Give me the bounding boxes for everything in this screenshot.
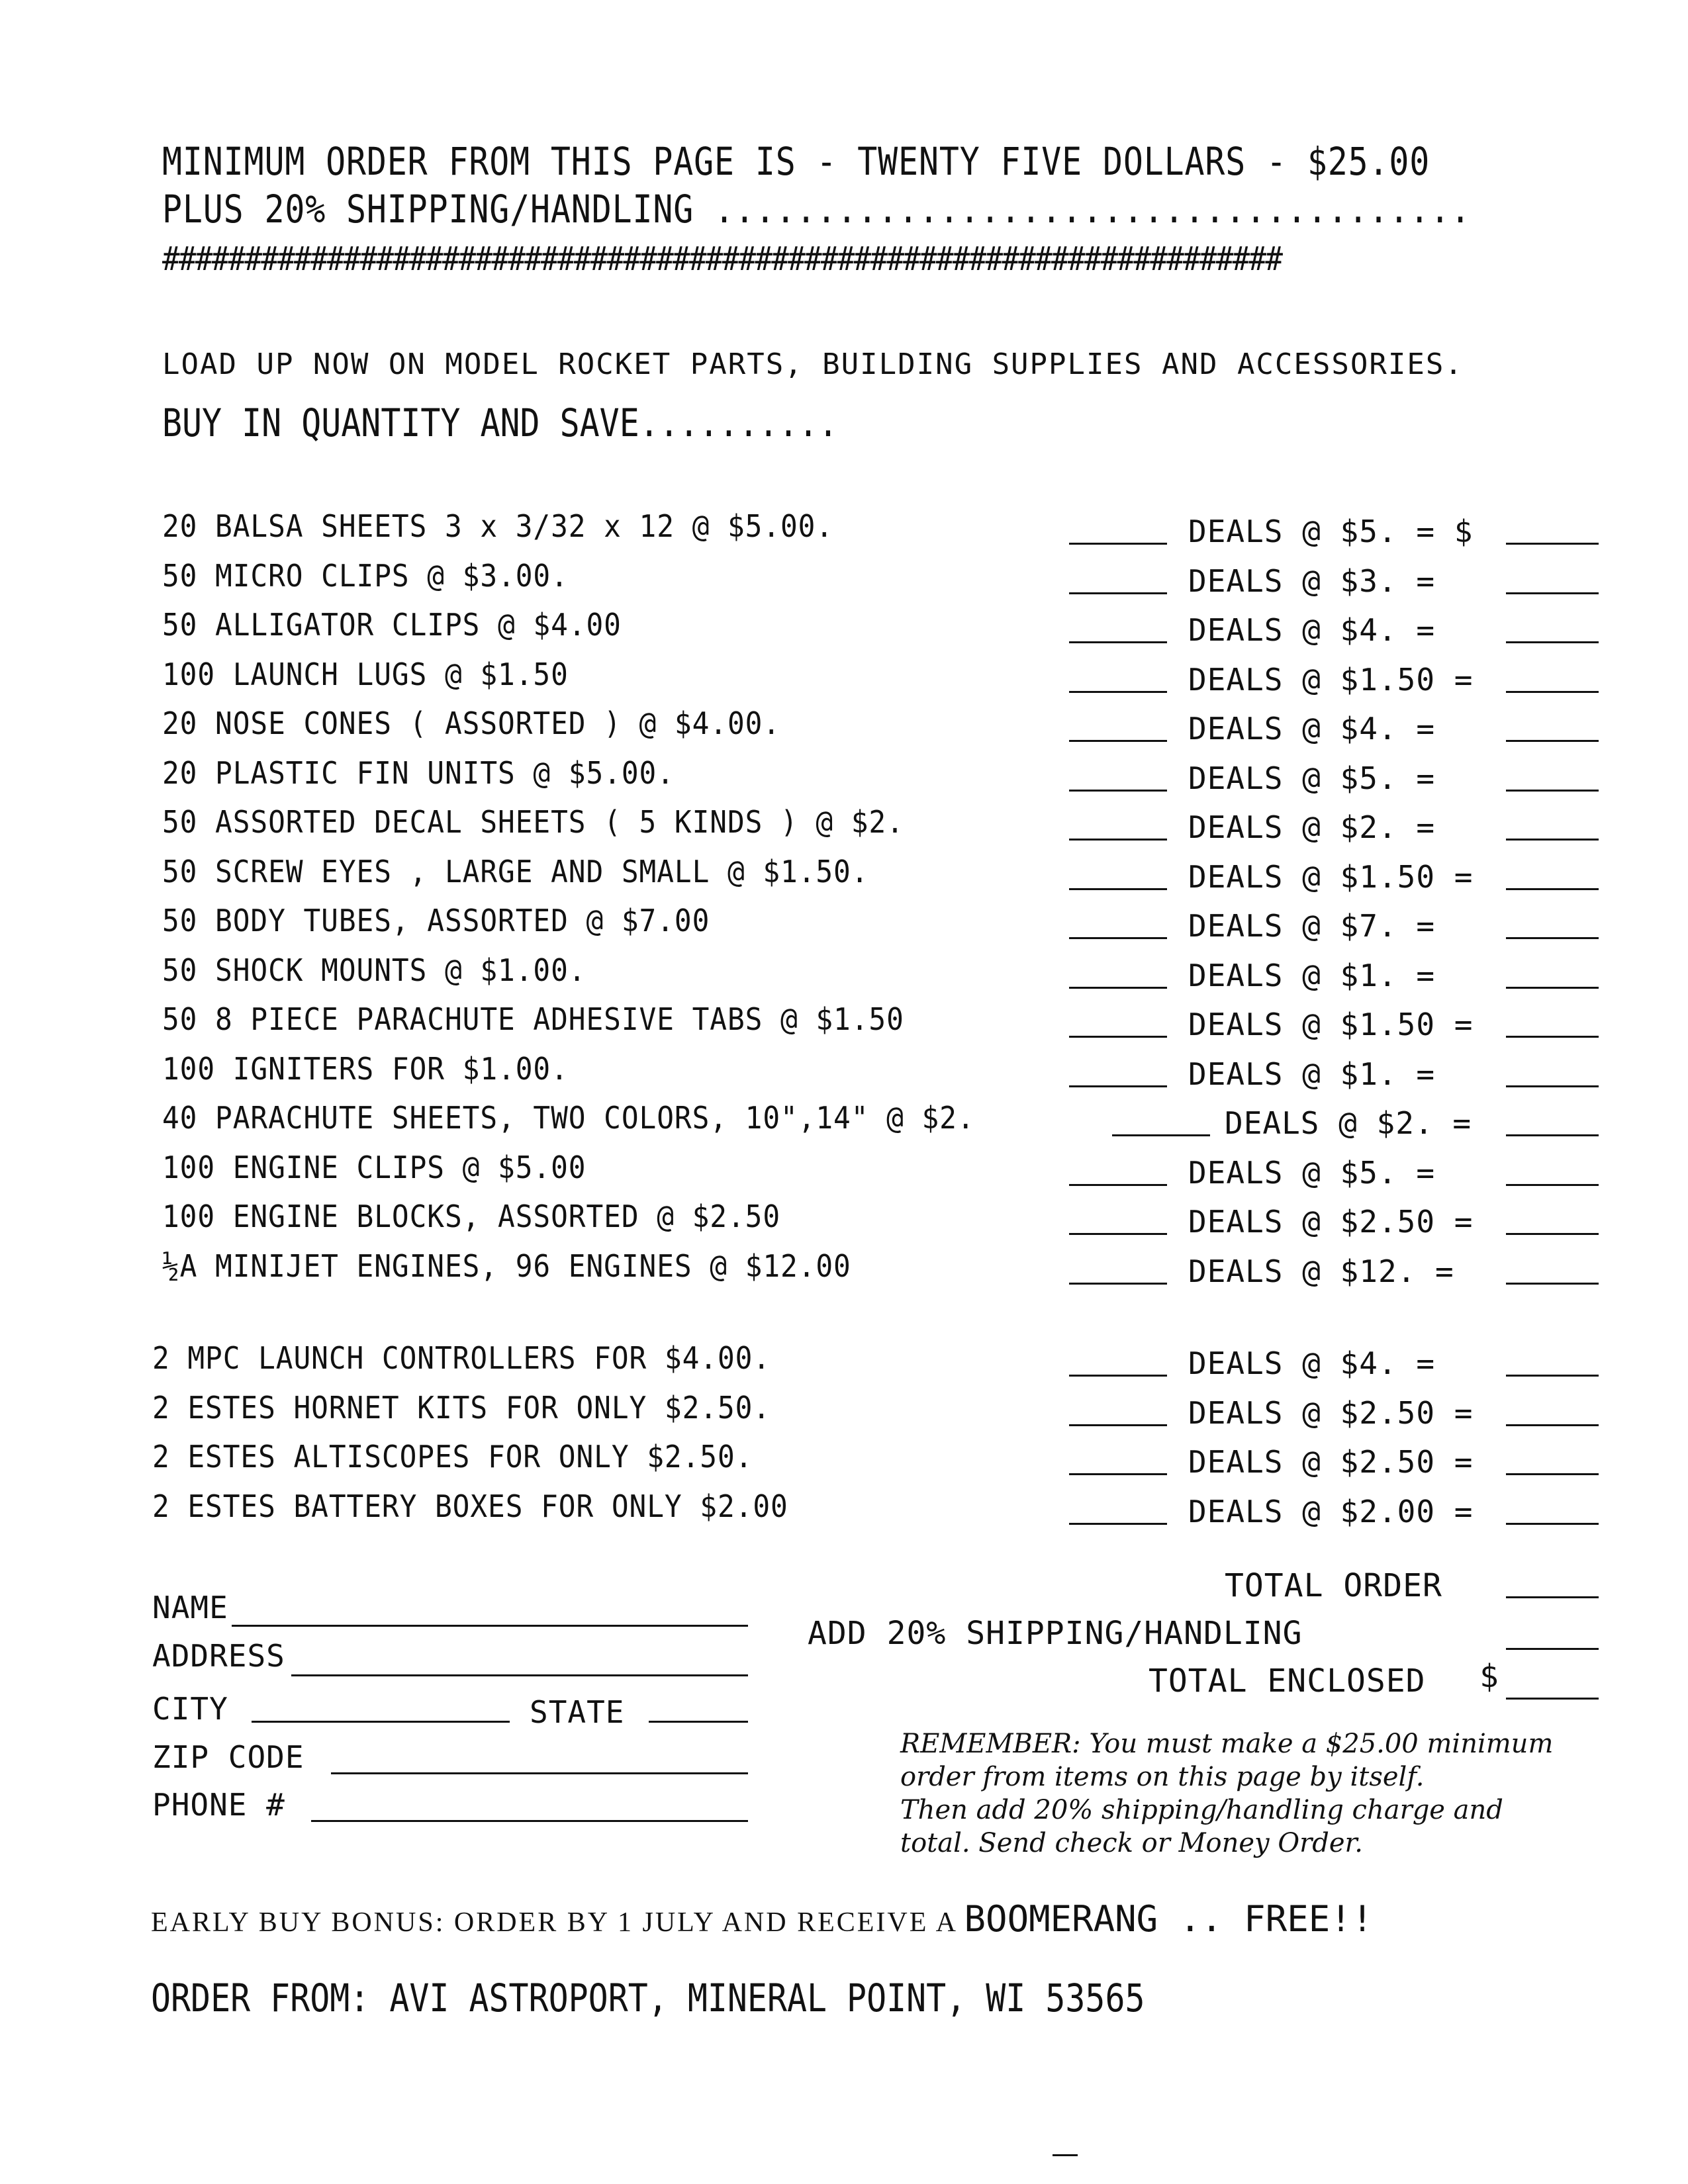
city-label: CITY [152, 1691, 228, 1727]
total-enclosed-label: TOTAL ENCLOSED [1149, 1662, 1426, 1700]
name-field[interactable] [232, 1625, 748, 1627]
amount-field[interactable] [1506, 1473, 1599, 1475]
deal-price: DEALS @ $12. = [1188, 1253, 1454, 1289]
quantity-field[interactable] [1069, 641, 1167, 643]
amount-field[interactable] [1506, 592, 1599, 594]
deal-price: DEALS @ $1.50 = [1188, 1007, 1474, 1042]
state-label: STATE [530, 1694, 625, 1730]
quantity-field[interactable] [1069, 937, 1167, 939]
quantity-field[interactable] [1069, 1233, 1167, 1235]
item-description: 2 ESTES ALTISCOPES FOR ONLY $2.50. [152, 1439, 753, 1475]
deal-price: DEALS @ $1.50 = [1188, 858, 1474, 895]
amount-field[interactable] [1506, 1233, 1599, 1235]
item-description: 100 IGNITERS FOR $1.00. [162, 1050, 569, 1087]
amount-field[interactable] [1506, 1375, 1599, 1377]
bonus-text: EARLY BUY BONUS: ORDER BY 1 JULY AND RECEIVE A [151, 1907, 958, 1938]
item-description: 50 8 PIECE PARACHUTE ADHESIVE TABS @ $1.50 [162, 1001, 904, 1037]
early-buy-bonus [151, 1898, 1373, 1940]
hash-divider: #################################################################### [162, 240, 1282, 278]
deal-price: DEALS @ $4. = [1188, 711, 1436, 747]
amount-field[interactable] [1506, 1184, 1599, 1186]
quantity-field[interactable] [1069, 1184, 1167, 1186]
address-label: ADDRESS [152, 1638, 285, 1674]
amount-field[interactable] [1506, 839, 1599, 841]
deal-price: DEALS @ $2.50 = [1188, 1204, 1474, 1240]
item-description: 2 ESTES HORNET KITS FOR ONLY $2.50. [152, 1389, 771, 1426]
minimum-order-line: MINIMUM ORDER FROM THIS PAGE IS - TWENTY FIVE DOLLARS - $25.00 [162, 139, 1430, 184]
deal-price: DEALS @ $1. = [1188, 1056, 1436, 1092]
item-description: 50 MICRO CLIPS @ $3.00. [162, 557, 569, 594]
dollar-sign: $ [1479, 1658, 1499, 1695]
amount-field[interactable] [1506, 641, 1599, 643]
buy-quantity-text: BUY IN QUANTITY AND SAVE.......... [162, 400, 839, 445]
quantity-field[interactable] [1069, 790, 1167, 792]
deal-price: DEALS @ $7. = [1188, 908, 1436, 944]
amount-field[interactable] [1506, 1523, 1599, 1525]
item-description: ½A MINIJET ENGINES, 96 ENGINES @ $12.00 [162, 1248, 851, 1284]
deal-price: DEALS @ $1.50 = [1188, 661, 1474, 698]
deal-price: DEALS @ $1. = [1188, 957, 1436, 993]
amount-field[interactable] [1506, 1036, 1599, 1038]
amount-field[interactable] [1506, 1134, 1599, 1136]
quantity-field[interactable] [1069, 1424, 1167, 1426]
quantity-field[interactable] [1069, 839, 1167, 841]
remember-line-3: Then add 20% shipping/handling charge and [900, 1795, 1503, 1825]
zip-field[interactable] [331, 1772, 748, 1774]
quantity-field[interactable] [1069, 1375, 1167, 1377]
remember-note [900, 1727, 1553, 1860]
deal-price: DEALS @ $5. = [1188, 1154, 1436, 1191]
quantity-field[interactable] [1069, 1283, 1167, 1285]
quantity-field[interactable] [1069, 1523, 1167, 1525]
deal-price: DEALS @ $5. = $ [1188, 514, 1474, 549]
item-description: 40 PARACHUTE SHEETS, TWO COLORS, 10",14" @ $2. [162, 1100, 975, 1136]
quantity-field[interactable] [1112, 1134, 1210, 1136]
item-description: 50 SCREW EYES , LARGE AND SMALL @ $1.50. [162, 853, 869, 889]
deal-price: DEALS @ $2.50 = [1188, 1394, 1474, 1431]
name-label: NAME [152, 1590, 228, 1625]
remember-line-2: order from items on this page by itself. [900, 1762, 1425, 1792]
phone-field[interactable] [311, 1820, 748, 1822]
load-up-text: LOAD UP NOW ON MODEL ROCKET PARTS, BUILDING SUPPLIES AND ACCESSORIES. [162, 347, 1464, 381]
quantity-field[interactable] [1069, 592, 1167, 594]
amount-field[interactable] [1506, 1085, 1599, 1087]
remember-line-4: total. Send check or Money Order. [900, 1828, 1363, 1858]
item-description: 20 NOSE CONES ( ASSORTED ) @ $4.00. [162, 705, 781, 741]
amount-field[interactable] [1506, 740, 1599, 742]
shipping-field[interactable] [1506, 1648, 1599, 1650]
deal-price: DEALS @ $2. = [1188, 809, 1436, 845]
item-description: 20 BALSA SHEETS 3 x 3/32 x 12 @ $5.00. [162, 508, 834, 544]
quantity-field[interactable] [1069, 888, 1167, 890]
shipping-handling-line: PLUS 20% SHIPPING/HANDLING ..................................... [162, 187, 1471, 232]
amount-field[interactable] [1506, 937, 1599, 939]
state-field[interactable] [649, 1721, 748, 1723]
page-mark [1053, 2154, 1078, 2156]
remember-line-1: REMEMBER: You must make a $25.00 minimum [900, 1729, 1554, 1759]
quantity-field[interactable] [1069, 1473, 1167, 1475]
deal-price: DEALS @ $2. = [1225, 1105, 1472, 1141]
item-description: 2 ESTES BATTERY BOXES FOR ONLY $2.00 [152, 1488, 788, 1524]
item-description: 20 PLASTIC FIN UNITS @ $5.00. [162, 754, 675, 791]
city-field[interactable] [252, 1721, 510, 1723]
amount-field[interactable] [1506, 543, 1599, 545]
shipping-label: ADD 20% SHIPPING/HANDLING [808, 1615, 1303, 1652]
total-enclosed-field[interactable] [1506, 1698, 1599, 1700]
order-from-address: ORDER FROM: AVI ASTROPORT, MINERAL POINT, WI 53565 [151, 1976, 1145, 2021]
amount-field[interactable] [1506, 888, 1599, 890]
item-description: 50 ALLIGATOR CLIPS @ $4.00 [162, 607, 622, 643]
amount-field[interactable] [1506, 987, 1599, 989]
deal-price: DEALS @ $3. = [1188, 563, 1436, 599]
item-description: 2 MPC LAUNCH CONTROLLERS FOR $4.00. [152, 1340, 771, 1376]
phone-label: PHONE # [152, 1787, 285, 1823]
deal-price: DEALS @ $2.50 = [1188, 1444, 1474, 1480]
quantity-field[interactable] [1069, 543, 1167, 545]
total-order-label: TOTAL ORDER [1225, 1567, 1442, 1604]
deal-price: DEALS @ $2.00 = [1188, 1493, 1474, 1529]
deal-price: DEALS @ $4. = [1188, 1345, 1436, 1381]
total-order-field[interactable] [1506, 1596, 1599, 1598]
amount-field[interactable] [1506, 790, 1599, 792]
quantity-field[interactable] [1069, 691, 1167, 693]
item-description: 50 ASSORTED DECAL SHEETS ( 5 KINDS ) @ $2. [162, 804, 904, 840]
address-field[interactable] [291, 1674, 748, 1676]
quantity-field[interactable] [1069, 1085, 1167, 1087]
amount-field[interactable] [1506, 691, 1599, 693]
quantity-field[interactable] [1069, 1036, 1167, 1038]
deal-price: DEALS @ $4. = [1188, 612, 1436, 648]
quantity-field[interactable] [1069, 740, 1167, 742]
amount-field[interactable] [1506, 1283, 1599, 1285]
zip-label: ZIP CODE [152, 1739, 305, 1775]
bonus-highlight: BOOMERANG .. FREE!! [964, 1898, 1374, 1940]
item-description: 50 SHOCK MOUNTS @ $1.00. [162, 952, 586, 988]
item-description: 100 ENGINE CLIPS @ $5.00 [162, 1149, 586, 1185]
item-description: 100 LAUNCH LUGS @ $1.50 [162, 656, 569, 692]
item-description: 50 BODY TUBES, ASSORTED @ $7.00 [162, 903, 710, 938]
quantity-field[interactable] [1069, 987, 1167, 989]
amount-field[interactable] [1506, 1424, 1599, 1426]
item-description: 100 ENGINE BLOCKS, ASSORTED @ $2.50 [162, 1199, 781, 1234]
deal-price: DEALS @ $5. = [1188, 760, 1436, 796]
